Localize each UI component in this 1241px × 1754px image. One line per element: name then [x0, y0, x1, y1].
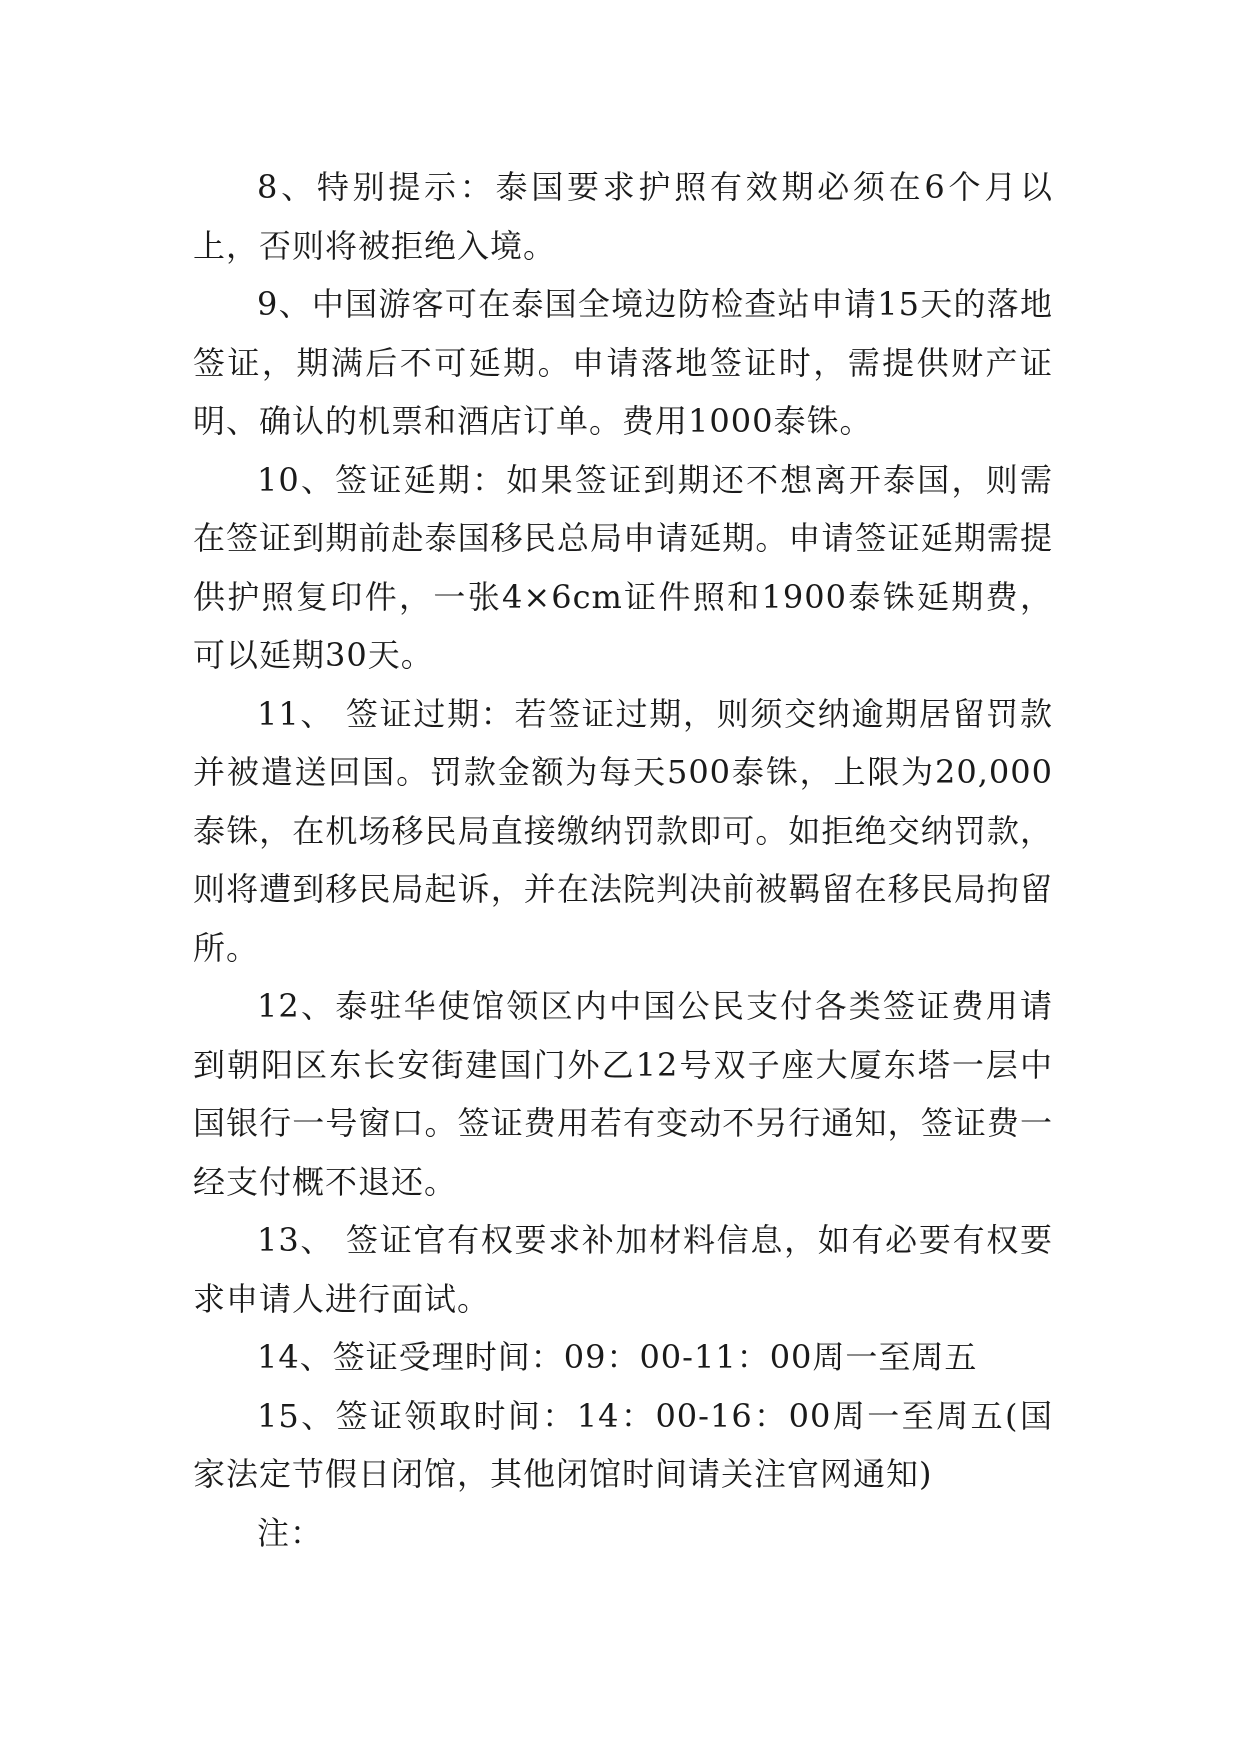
paragraph-11-visa-overstay: 11、 签证过期：若签证过期，则须交纳逾期居留罚款并被遣送回国。罚款金额为每天500泰铢，上限为20,000泰铢，在机场移民局直接缴纳罚款即可。如拒绝交纳罚款，则将遭到移民局起诉，并在法院判决前被羁留在移民局拘留所。 [193, 694, 1053, 967]
paragraph-13-interview: 13、 签证官有权要求补加材料信息，如有必要有权要求申请人进行面试。 [193, 1221, 1053, 1318]
paragraph-8-passport-validity: 8、特别提示：泰国要求护照有效期必须在6个月以上，否则将被拒绝入境。 [193, 168, 1053, 265]
paragraph-12-fee-payment: 12、泰驻华使馆领区内中国公民支付各类签证费用请到朝阳区东长安街建国门外乙12号双子座大厦东塔一层中国银行一号窗口。签证费用若有变动不另行通知，签证费一经支付概不退还。 [193, 987, 1053, 1201]
paragraph-15-collection-hours: 15、签证领取时间：14：00-16：00周一至周五(国家法定节假日闭馆，其他闭馆时间请关注官网通知) [193, 1396, 1053, 1493]
paragraph-14-acceptance-hours: 14、签证受理时间：09：00-11：00周一至周五 [257, 1338, 978, 1376]
paragraph-note: 注： [257, 1513, 324, 1552]
paragraph-9-visa-on-arrival: 9、中国游客可在泰国全境边防检查站申请15天的落地签证，期满后不可延期。申请落地签证时，需提供财产证明、确认的机票和酒店订单。费用1000泰铢。 [193, 285, 1053, 440]
document-body [193, 158, 1053, 1562]
paragraph-10-visa-extension: 10、签证延期：如果签证到期还不想离开泰国，则需在签证到期前赴泰国移民总局申请延期。申请签证延期需提供护照复印件，一张4×6cm证件照和1900泰铢延期费，可以延期30天。 [193, 460, 1053, 674]
